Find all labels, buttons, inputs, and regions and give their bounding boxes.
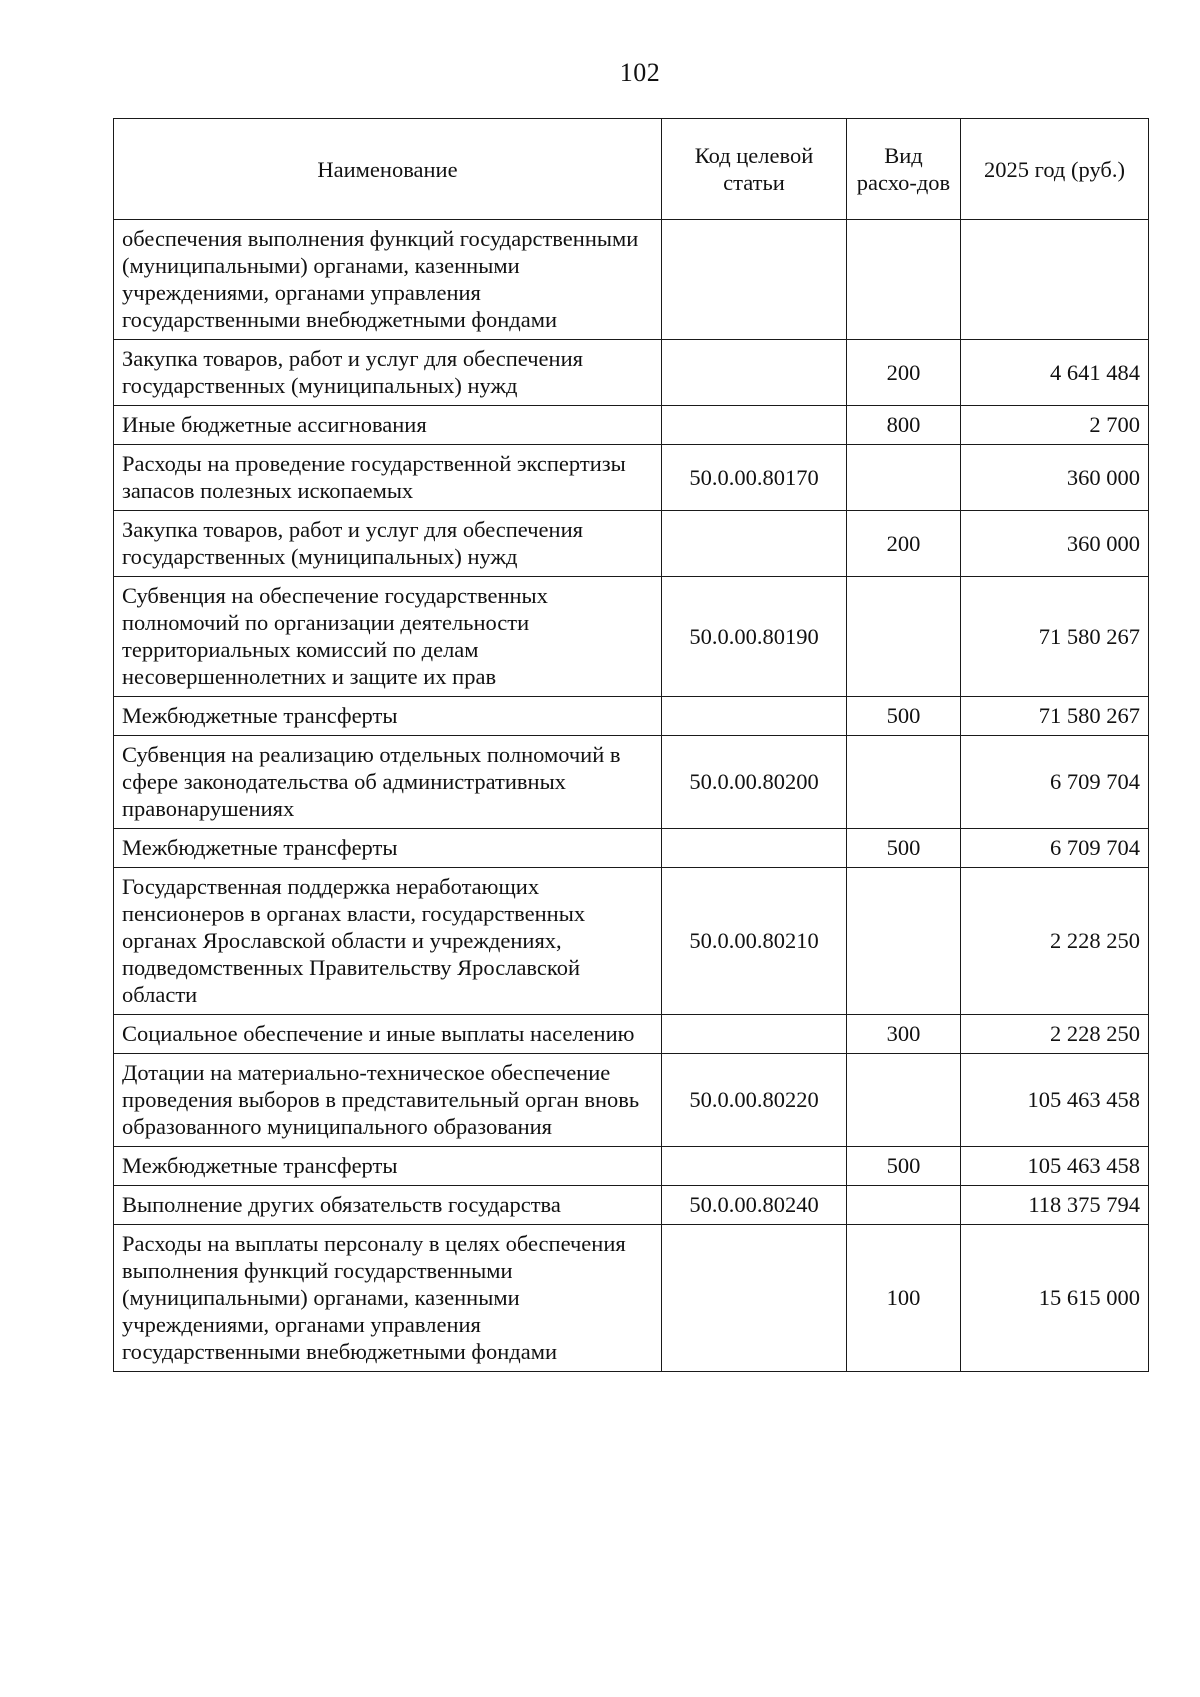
cell-code	[662, 220, 847, 340]
cell-code	[662, 829, 847, 868]
cell-amount: 2 228 250	[961, 1015, 1149, 1054]
cell-amount: 2 228 250	[961, 868, 1149, 1015]
cell-type: 200	[847, 511, 961, 577]
cell-type: 500	[847, 829, 961, 868]
table-row	[114, 697, 1149, 736]
cell-type	[847, 577, 961, 697]
cell-amount: 71 580 267	[961, 697, 1149, 736]
cell-name: Закупка товаров, работ и услуг для обеспечения государственных (муниципальных) нужд	[114, 340, 662, 406]
table-row	[114, 829, 1149, 868]
cell-code: 50.0.00.80200	[662, 736, 847, 829]
table-row	[114, 1054, 1149, 1147]
cell-code: 50.0.00.80240	[662, 1186, 847, 1225]
table-row	[114, 736, 1149, 829]
header-name: Наименование	[114, 119, 662, 220]
table-row	[114, 511, 1149, 577]
cell-name: Выполнение других обязательств государства	[114, 1186, 662, 1225]
header-code: Код целевой статьи	[662, 119, 847, 220]
cell-name: Социальное обеспечение и иные выплаты населению	[114, 1015, 662, 1054]
cell-code: 50.0.00.80220	[662, 1054, 847, 1147]
cell-name: Межбюджетные трансферты	[114, 829, 662, 868]
cell-type	[847, 736, 961, 829]
budget-table	[113, 118, 1149, 1372]
cell-name: Межбюджетные трансферты	[114, 697, 662, 736]
cell-type: 200	[847, 340, 961, 406]
table-row	[114, 220, 1149, 340]
cell-amount: 118 375 794	[961, 1186, 1149, 1225]
cell-code	[662, 340, 847, 406]
cell-code: 50.0.00.80190	[662, 577, 847, 697]
cell-type: 300	[847, 1015, 961, 1054]
cell-code	[662, 1147, 847, 1186]
cell-code	[662, 511, 847, 577]
cell-amount: 6 709 704	[961, 829, 1149, 868]
table-row	[114, 406, 1149, 445]
table-row	[114, 1015, 1149, 1054]
table-header-row	[114, 119, 1149, 220]
cell-code	[662, 1225, 847, 1372]
cell-type: 500	[847, 1147, 961, 1186]
table-row	[114, 1147, 1149, 1186]
cell-code	[662, 697, 847, 736]
cell-amount: 360 000	[961, 511, 1149, 577]
cell-amount: 4 641 484	[961, 340, 1149, 406]
header-amount: 2025 год (руб.)	[961, 119, 1149, 220]
cell-name: Государственная поддержка неработающих пенсионеров в органах власти, государственных органах Ярославской области и учреждениях, подведомственных Правительству Ярославской области	[114, 868, 662, 1015]
cell-amount: 6 709 704	[961, 736, 1149, 829]
cell-type: 100	[847, 1225, 961, 1372]
cell-code	[662, 1015, 847, 1054]
table-row	[114, 445, 1149, 511]
cell-code	[662, 406, 847, 445]
table-row	[114, 868, 1149, 1015]
cell-name: Иные бюджетные ассигнования	[114, 406, 662, 445]
cell-name: Субвенция на обеспечение государственных полномочий по организации деятельности территориальных комиссий по делам несовершеннолетних и защите их прав	[114, 577, 662, 697]
table-row	[114, 1186, 1149, 1225]
cell-amount: 360 000	[961, 445, 1149, 511]
table-row	[114, 577, 1149, 697]
cell-amount: 2 700	[961, 406, 1149, 445]
cell-type	[847, 1186, 961, 1225]
cell-name: Субвенция на реализацию отдельных полномочий в сфере законодательства об административных правонарушениях	[114, 736, 662, 829]
cell-type	[847, 445, 961, 511]
cell-name: Закупка товаров, работ и услуг для обеспечения государственных (муниципальных) нужд	[114, 511, 662, 577]
cell-type	[847, 1054, 961, 1147]
cell-type	[847, 220, 961, 340]
table-row	[114, 1225, 1149, 1372]
cell-amount	[961, 220, 1149, 340]
header-type: Вид расхо-дов	[847, 119, 961, 220]
cell-type: 800	[847, 406, 961, 445]
cell-name: Расходы на проведение государственной экспертизы запасов полезных ископаемых	[114, 445, 662, 511]
cell-name: Расходы на выплаты персоналу в целях обеспечения выполнения функций государственными (муниципальными) органами, казенными учреждениями, органами управления государственными внебюджетными фондами	[114, 1225, 662, 1372]
cell-code: 50.0.00.80170	[662, 445, 847, 511]
cell-name: обеспечения выполнения функций государственными (муниципальными) органами, казенными учреждениями, органами управления государственными внебюджетными фондами	[114, 220, 662, 340]
cell-amount: 71 580 267	[961, 577, 1149, 697]
cell-amount: 15 615 000	[961, 1225, 1149, 1372]
cell-amount: 105 463 458	[961, 1147, 1149, 1186]
cell-name: Межбюджетные трансферты	[114, 1147, 662, 1186]
cell-type	[847, 868, 961, 1015]
cell-amount: 105 463 458	[961, 1054, 1149, 1147]
table-row	[114, 340, 1149, 406]
cell-name: Дотации на материально-техническое обеспечение проведения выборов в представительный орган вновь образованного муниципального образования	[114, 1054, 662, 1147]
page-number: 102	[619, 58, 661, 87]
cell-code: 50.0.00.80210	[662, 868, 847, 1015]
cell-type: 500	[847, 697, 961, 736]
